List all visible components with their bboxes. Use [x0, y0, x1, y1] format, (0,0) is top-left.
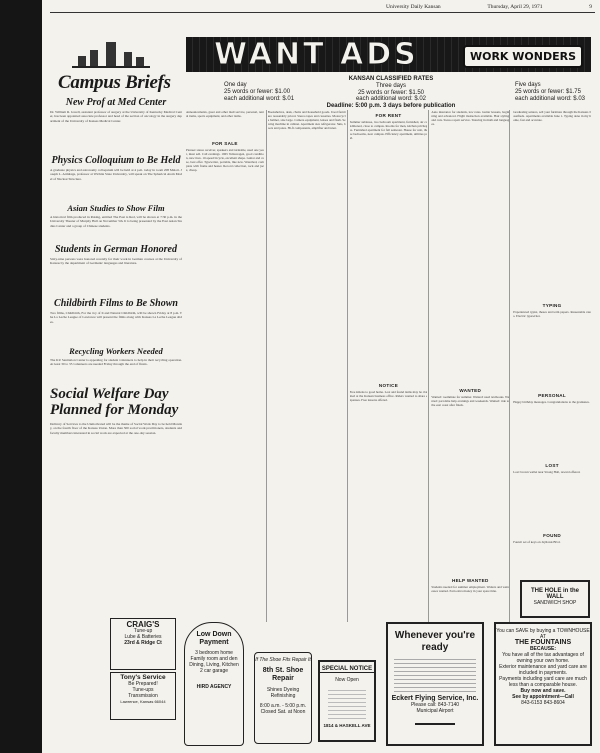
ad-line: HIRD AGENCY: [196, 684, 232, 690]
ad-line: 2 car garage: [199, 668, 229, 674]
section-label: HELP WANTED: [451, 578, 489, 583]
brief-item: [50, 298, 182, 341]
ad-headline: THE FOUNTAINS: [514, 639, 572, 646]
feature-headline: Social Welfare Day Planned for Monday: [50, 386, 179, 418]
ad-line: Lube & Batteries: [124, 634, 162, 640]
column-rule: [347, 110, 348, 622]
deadline-line: Deadline: 5:00 p.m. 3 days before publication: [326, 103, 456, 110]
brief-headline: Physics Colloquium to Be Held: [51, 155, 181, 166]
ad-line: Eckert Flying Service, Inc.: [391, 695, 479, 702]
section-label: NOTICE: [378, 383, 399, 388]
brief-headline: Childbirth Films to Be Shown: [54, 298, 178, 309]
ad-line: You have all of the tax advantages of owning your own home.: [502, 652, 584, 664]
ad-body-text-block: [394, 658, 476, 692]
want-ads-title: WANT ADS: [214, 37, 419, 72]
column-rule: [428, 110, 429, 622]
ad-line: Transmission: [128, 693, 158, 699]
column-rule: [509, 110, 510, 622]
ad-line: Buy now and save.: [520, 688, 566, 694]
classified-columns: [186, 110, 591, 622]
brief-headline: New Prof at Med Center: [65, 97, 167, 108]
rate-line: 25 words or fewer: $1.50: [357, 89, 425, 96]
ad-line: Please call: 843-7140: [410, 702, 460, 708]
rate-line: Five days: [514, 82, 541, 88]
rate-line: One day: [224, 82, 247, 88]
campus-briefs-logo: [50, 38, 182, 92]
rate-line: Three days: [375, 82, 406, 89]
ad-text: Found: set of keys on Jayhawk Blvd.: [513, 540, 561, 544]
ad-text: Experienced typist, theses and term papers. Reasonable rates. Electric typewriter.: [513, 310, 591, 319]
classified-column: [186, 110, 264, 622]
ad-text: Lost: brown wallet near Strong Hall, reward offered.: [513, 470, 581, 474]
ad-line: Closed Sat. at Noon: [260, 709, 306, 715]
ad-text: Auto insurance for students, low rates. Guitar lessons, beginning and advanced. Flight instruction available. Hair styling and cuts. Stereo repair service. Tutoring in math and languages.: [431, 110, 510, 127]
column-rule: [266, 110, 267, 622]
rate-line: 25 words or fewer: $1.75: [514, 88, 581, 95]
ad-line: Be Prepared!: [128, 681, 158, 687]
paper-name: University Daily Kansan: [386, 4, 441, 10]
hole-in-the-wall-ad: [520, 580, 590, 618]
shoe-repair-ad: [254, 652, 312, 744]
fountains-townhouse-ad: [494, 622, 592, 746]
section-label: FOUND: [543, 533, 561, 538]
rate-three-days: [306, 76, 476, 110]
ad-line: Tune-ups: [132, 687, 154, 693]
feature-text-left: Delivery of Services to the Unmotivated will be the theme of Social Work Day to be held Monday, on the fourth floor of the Kansas Union. More than 300 social work practitioners, students and faculty members interested in social work are expected at the one-day session.: [50, 422, 182, 435]
ad-text: Graduating seniors, sell your furniture through the Kansan classifieds. Apartments available June 1. Typing done in my home, fast and accurate.: [513, 110, 591, 123]
campus-briefs-title: Campus Briefs: [58, 72, 171, 93]
section-label: FOR RENT: [375, 113, 402, 118]
want-ads-banner: [186, 37, 591, 72]
ad-line: See by appointment—Call: [512, 694, 574, 700]
ad-line: Shines Dyeing Refinishing: [266, 687, 300, 699]
section-label: WANTED: [459, 388, 482, 393]
flying-service-ad: [386, 622, 484, 746]
classified-column: [268, 110, 346, 622]
ad-line: Now Open: [335, 677, 359, 683]
low-down-payment-ad: [184, 622, 244, 746]
craigs-ad: [110, 618, 176, 670]
ad-line: Exterior maintenance and yard care are included in payments.: [499, 664, 587, 676]
ad-text: Pioneer stereo receiver, speakers and turntable, used one year, must sell. Call evenings. 1965 Volkswagen, good condition, new tires. 10-speed bicycle, excellent shape. Guitar and case, best offer. Typewriter, portable, like new. Waterbed, complete with frame and heater. Record collection, rock and jazz, cheap.: [186, 148, 264, 173]
ad-text: Happy birthday messages. Congratulations to the graduates.: [513, 400, 590, 404]
ad-line: 8th St. Shoe Repair: [262, 667, 304, 682]
section-label: TYPING: [542, 303, 562, 308]
ad-line: 3 bedroom home: [195, 650, 233, 656]
ad-headline: THE HOLE in the WALL: [531, 588, 579, 600]
brief-body: The KU Sanitation Center is appealing for student volunteers to help in their recycling operation. At least 30 to 35 volunteers are needed Friday through the end of finals.: [50, 358, 182, 367]
page-number: 9: [589, 4, 592, 10]
ad-headline: If The Shoe Fits Repair It: [255, 657, 311, 663]
ad-text: Wanted: roommate for summer. Wanted: used textbooks. Wanted: part-time help evenings and weekends. Wanted: ride to the east coast after finals.: [431, 395, 510, 408]
brief-body: Two films, Childbirth, For the Joy of It and Natural Childbirth, will be shown Friday at 8 p.m. The La Leche League of Lawrence will present the films along with Kansas La Leche League slides.: [50, 311, 182, 324]
ad-line: Lawrence, Kansas 66044: [120, 699, 166, 704]
rates-heading: KANSAN CLASSIFIED RATES: [348, 76, 434, 82]
classified-column: [431, 110, 509, 622]
section-label: PERSONAL: [538, 393, 567, 398]
rate-one-day: [224, 82, 294, 102]
section-label: FOR SALE: [212, 141, 238, 146]
ad-headline: Low Down Payment: [196, 631, 232, 646]
ad-line: Dining, Living, Kitchen: [189, 662, 239, 668]
brief-headline: Students in German Honored: [55, 244, 177, 255]
ad-line: BECAUSE:: [529, 646, 557, 652]
ad-line: 23rd & Ridge Ct: [124, 640, 162, 646]
ad-line: SANDWICH SHOP: [533, 600, 577, 606]
ad-text: Free kittens to good home. Lost and found items may be claimed at the Kansan business office. Riders wanted to share expenses. Free lessons offered.: [349, 390, 428, 403]
airplane-icon: [415, 717, 455, 725]
section-label: LOST: [545, 463, 559, 468]
ad-headline: CRAIG'S: [126, 620, 160, 629]
issue-date: Thursday, April 29, 1971: [487, 4, 543, 10]
ad-headline: Whenever you're ready: [394, 630, 476, 653]
ad-line: Tune-up: [133, 628, 153, 634]
tonys-service-ad: [110, 672, 176, 720]
brief-body: A graduate physics and astronomy colloquium will be held at 4 p.m. today in room 208 Malott. Joseph L. Armitage, professor at Wichita State University, will speak on The Spherical Atom Model of Nuclear Structure.: [50, 168, 182, 181]
rate-line: each additional word: $.01: [224, 95, 295, 102]
ad-line: You can SAVE by buying a TOWNHOUSE AT: [496, 628, 590, 640]
ad-text: Announcements, greet and other mail service, personal, rental items, sports equipment, and other items.: [186, 110, 264, 119]
classified-column: [350, 110, 428, 622]
storefront-illustration: [328, 687, 366, 719]
display-ads-row: [50, 620, 595, 751]
special-notice-ad: [318, 660, 376, 742]
ad-headline: Tony's Service: [120, 674, 166, 681]
brief-body: A historical film produced in Peking, entitled The East is Red, will be shown at 7:30 p.m. in the University Theater of Murphy Hall on November 5th. It is being presented by the East Asian Studies Center and a group of Chinese students.: [50, 215, 182, 228]
top-rule: [50, 12, 595, 13]
ad-text: Bookshelves, desk, chairs and household goods. Used furniture reasonably priced. Stereo tapes and cassettes. Motorcycle helmet, size large. Camera equipment, lenses and flash. Sewing machine in cabinet. Apartment size refrigerator. Skis, boots and poles. Hi-fi components, amplifier and tuner.: [267, 110, 346, 131]
ad-line: Payments including yard care are much less than a comparable house.: [499, 676, 587, 688]
brief-headline: Asian Studies to Show Film: [67, 203, 165, 213]
classified-column: [513, 110, 591, 622]
work-wonders-tag: WORK WONDERS: [463, 45, 583, 68]
rate-line: each additional word: $.03: [514, 95, 585, 102]
brief-item: [50, 155, 182, 198]
brief-item: [50, 203, 182, 239]
rate-line: 25 words or fewer: $1.00: [224, 88, 291, 95]
rate-five-days: [515, 82, 585, 102]
ad-line: 8:00 a.m. - 5:00 p.m.: [259, 703, 307, 709]
brief-item: [50, 346, 182, 380]
brief-body: Dr. William R. Jewell, assistant professor of surgery at the University of Kentucky Medical Center, has been appointed associate professor and head of the section of oncology in the surgery department of the University of Kansas Medical Center.: [50, 110, 182, 123]
brief-headline: Recycling Workers Needed: [69, 346, 163, 356]
brief-item: [50, 244, 182, 293]
masthead: [386, 4, 592, 10]
ad-line: Family room and den: [190, 656, 238, 662]
ad-headline: SPECIAL NOTICE: [321, 666, 373, 672]
brief-body: Sixty-nine persons were honored recently for their work in German courses at the University of Kansas by the department of Germanic languages and literature.: [50, 257, 182, 266]
ad-line: 843-6153 843-8604: [521, 700, 565, 706]
ad-line: Municipal Airport: [416, 708, 454, 714]
classified-rates: [186, 76, 591, 108]
binding-edge: [0, 0, 42, 753]
ad-text: Summer sublease, two bedroom apartment, furnished, air conditioned, close to campus. Rooms for men, kitchen privileges. Furnished apartment for fall semester. House for rent, three bedrooms, near campus. Efficiency apartment, utilities paid.: [349, 120, 428, 141]
ad-line: 1814 & HASKELL AVE: [323, 723, 371, 728]
rate-line: each additional word: $.02: [355, 96, 427, 103]
campus-building-icon: [72, 42, 150, 68]
brief-item: [50, 97, 182, 150]
ad-text: Students needed for summer employment. Waiters and waitresses wanted. Earn extra money in your spare time.: [431, 585, 510, 594]
